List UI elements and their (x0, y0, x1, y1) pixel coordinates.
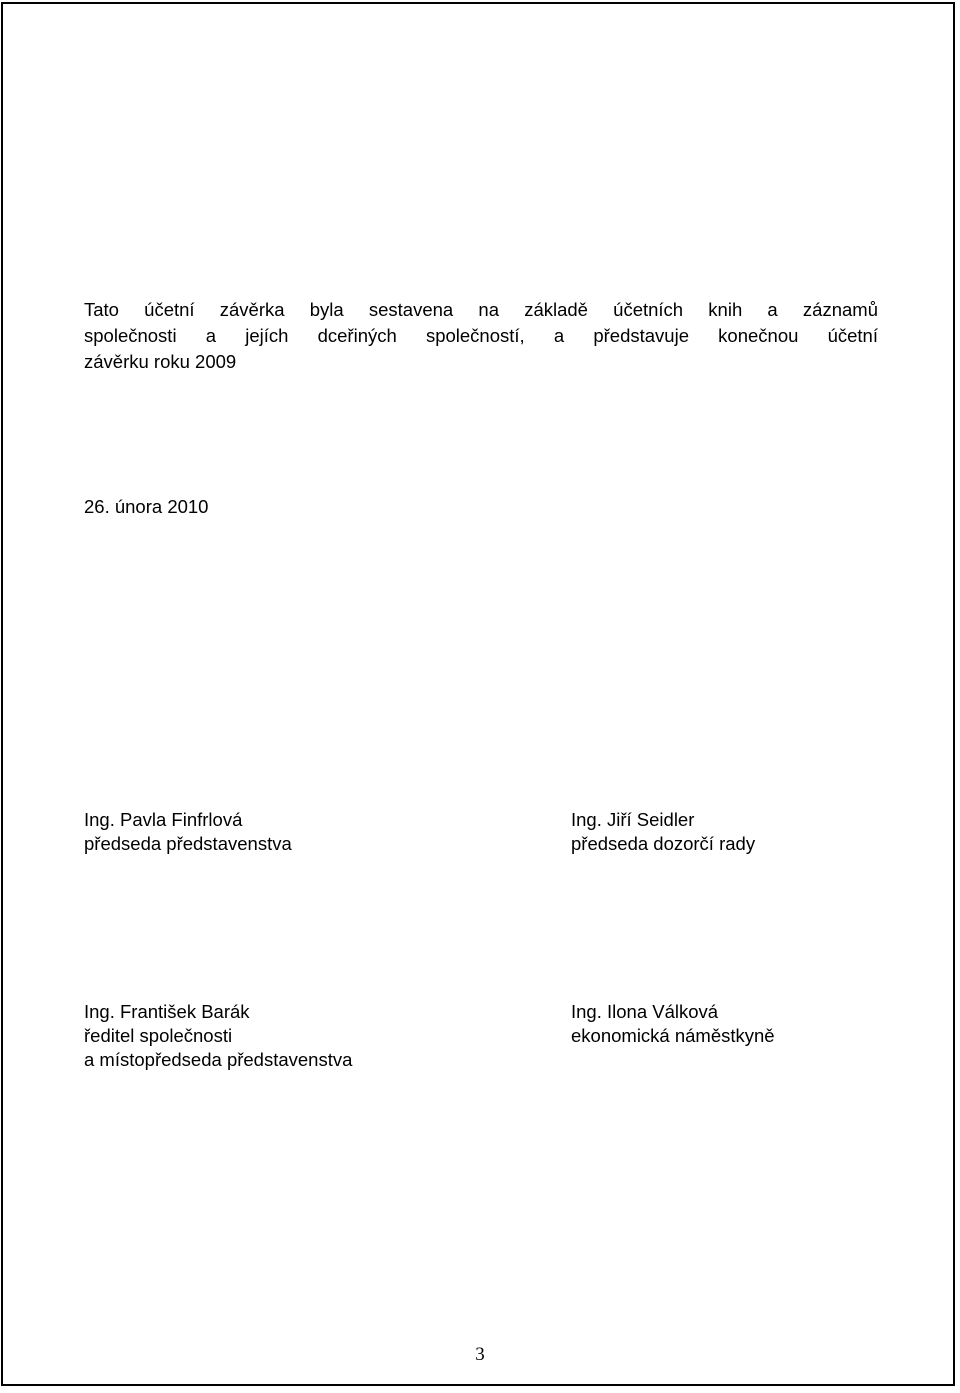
signatory-name: Ing. Pavla Finfrlová (84, 809, 243, 830)
signatory-name: Ing. Jiří Seidler (571, 809, 695, 830)
signatory-name: Ing. Ilona Válková (571, 1001, 719, 1022)
statement-line-2: společnosti a jejích dceřiných společností, a představuje konečnou účetní (84, 325, 878, 346)
page-number: 3 (475, 1344, 485, 1365)
page-border (1, 2, 955, 1386)
signatory-role: předseda představenstva (84, 833, 292, 854)
signatory-role: ekonomická náměstkyně (571, 1025, 775, 1046)
signature-block-economic-deputy (571, 1000, 775, 1048)
signatory-role-secondary: a místopředseda představenstva (84, 1049, 353, 1070)
document-date: 26. února 2010 (84, 496, 209, 517)
signatory-name: Ing. František Barák (84, 1001, 250, 1022)
statement-line-3: závěrku roku 2009 (84, 351, 237, 372)
approval-statement (84, 297, 878, 375)
signatory-role: ředitel společnosti (84, 1025, 233, 1046)
signature-block-director (84, 1000, 352, 1072)
statement-line-1: Tato účetní závěrka byla sestavena na základě účetních knih a záznamů (84, 299, 878, 320)
signature-block-board-chair (84, 808, 292, 856)
signatory-role: předseda dozorčí rady (571, 833, 756, 854)
signature-block-supervisory-chair (571, 808, 755, 856)
